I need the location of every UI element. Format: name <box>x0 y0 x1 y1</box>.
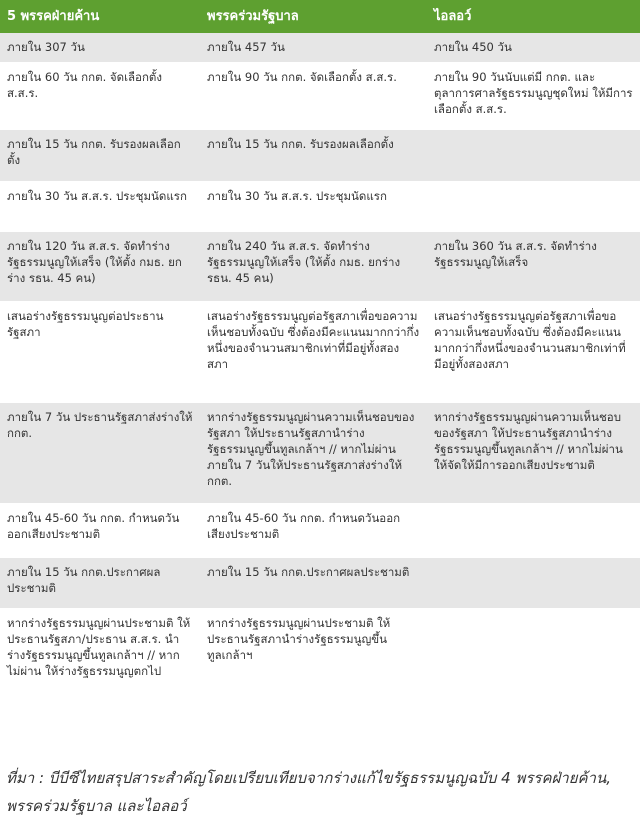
table-cell: ภายใน 30 วัน ส.ส.ร. ประชุมนัดแรก <box>200 182 427 232</box>
source-note: ที่มา : บีบีซีไทยสรุปสาระสำคัญโดยเปรียบเทียบจากร่างแก้ไขรัฐธรรมนูญฉบับ 4 พรรคฝ่ายค้าน, พรรคร่วมรัฐบาล และไอลอว์ <box>6 769 612 815</box>
table-cell: หากร่างรัฐธรรมนูญผ่านความเห็นชอบของรัฐสภา ให้ประธานรัฐสภานำร่างรัฐธรรมนูญขึ้นทูลเกล้าฯ // หากไม่ผ่าน ให้จัดให้มีการออกเสียงประชามติ <box>427 403 640 504</box>
table-cell: ภายใน 90 วัน กกต. จัดเลือกตั้ง ส.ส.ร. <box>200 63 427 130</box>
table-cell: ภายใน 457 วัน <box>200 33 427 63</box>
table-cell: ภายใน 360 วัน ส.ส.ร. จัดทำร่างรัฐธรรมนูญให้เสร็จ <box>427 232 640 302</box>
table-cell: ภายใน 45-60 วัน กกต. กำหนดวันออกเสียงประชามติ <box>200 504 427 558</box>
table-cell: เสนอร่างรัฐธรรมนูญต่อประธานรัฐสภา <box>0 302 200 403</box>
table-cell: ภายใน 307 วัน <box>0 33 200 63</box>
table-cell: ภายใน 90 วันนับแต่มี กกต. และตุลาการศาลรัฐธรรมนูญชุดใหม่ ให้มีการเลือกตั้ง ส.ส.ร. <box>427 63 640 130</box>
table-cell: ภายใน 7 วัน ประธานรัฐสภาส่งร่างให้ กกต. <box>0 403 200 504</box>
table-cell <box>427 504 640 558</box>
table-cell <box>427 609 640 712</box>
table-cell: เสนอร่างรัฐธรรมนูญต่อรัฐสภาเพื่อขอความเห็นชอบทั้งฉบับ ซึ่งต้องมีคะแนนมากกว่ากึ่งหนึ่งของจำนวนสมาชิกเท่าที่มีอยู่ทั้งสองสภา <box>200 302 427 403</box>
table-cell: ภายใน 45-60 วัน กกต. กำหนดวันออกเสียงประชามติ <box>0 504 200 558</box>
table-cell <box>427 130 640 182</box>
column-header-opposition: 5 พรรคฝ่ายค้าน <box>0 0 200 33</box>
table-cell: หากร่างรัฐธรรมนูญผ่านประชามติ ให้ประธานรัฐสภา/ประธาน ส.ส.ร. นำร่างรัฐธรรมนูญขึ้นทูลเกล้าฯ // หากไม่ผ่าน ให้ร่างรัฐธรรมนูญตกไป <box>0 609 200 712</box>
table-cell: ภายใน 60 วัน กกต. จัดเลือกตั้ง ส.ส.ร. <box>0 63 200 130</box>
table-cell: ภายใน 240 วัน ส.ส.ร. จัดทำร่างรัฐธรรมนูญให้เสร็จ (ให้ตั้ง กมธ. ยกร่าง รธน. 45 คน) <box>200 232 427 302</box>
table-cell: ภายใน 15 วัน กกต. รับรองผลเลือกตั้ง <box>200 130 427 182</box>
table-cell: ภายใน 15 วัน กกต.ประกาศผลประชามติ <box>200 558 427 609</box>
table-cell: ภายใน 120 วัน ส.ส.ร. จัดทำร่างรัฐธรรมนูญให้เสร็จ (ให้ตั้ง กมธ. ยกร่าง รธน. 45 คน) <box>0 232 200 302</box>
table-cell: หากร่างรัฐธรรมนูญผ่านประชามติ ให้ประธานรัฐสภานำร่างรัฐธรรมนูญขึ้นทูลเกล้าฯ <box>200 609 427 712</box>
table-cell: ภายใน 450 วัน <box>427 33 640 63</box>
column-header-ilaw: ไอลอว์ <box>427 0 640 33</box>
table-cell: ภายใน 15 วัน กกต.ประกาศผลประชามติ <box>0 558 200 609</box>
table-cell: ภายใน 30 วัน ส.ส.ร. ประชุมนัดแรก <box>0 182 200 232</box>
table-cell: เสนอร่างรัฐธรรมนูญต่อรัฐสภาเพื่อขอความเห็นชอบทั้งฉบับ ซึ่งต้องมีคะแนนมากกว่ากึ่งหนึ่งของจำนวนสมาชิกเท่าที่มีอยู่ทั้งสองสภา <box>427 302 640 403</box>
table-cell: ภายใน 15 วัน กกต. รับรองผลเลือกตั้ง <box>0 130 200 182</box>
table-cell <box>427 182 640 232</box>
table-cell <box>427 558 640 609</box>
column-header-government: พรรคร่วมรัฐบาล <box>200 0 427 33</box>
table-cell: หากร่างรัฐธรรมนูญผ่านความเห็นชอบของรัฐสภา ให้ประธานรัฐสภานำร่างรัฐธรรมนูญขึ้นทูลเกล้าฯ // หากไม่ผ่าน ภายใน 7 วันให้ประธานรัฐสภาส่งร่างให้ กกต. <box>200 403 427 504</box>
